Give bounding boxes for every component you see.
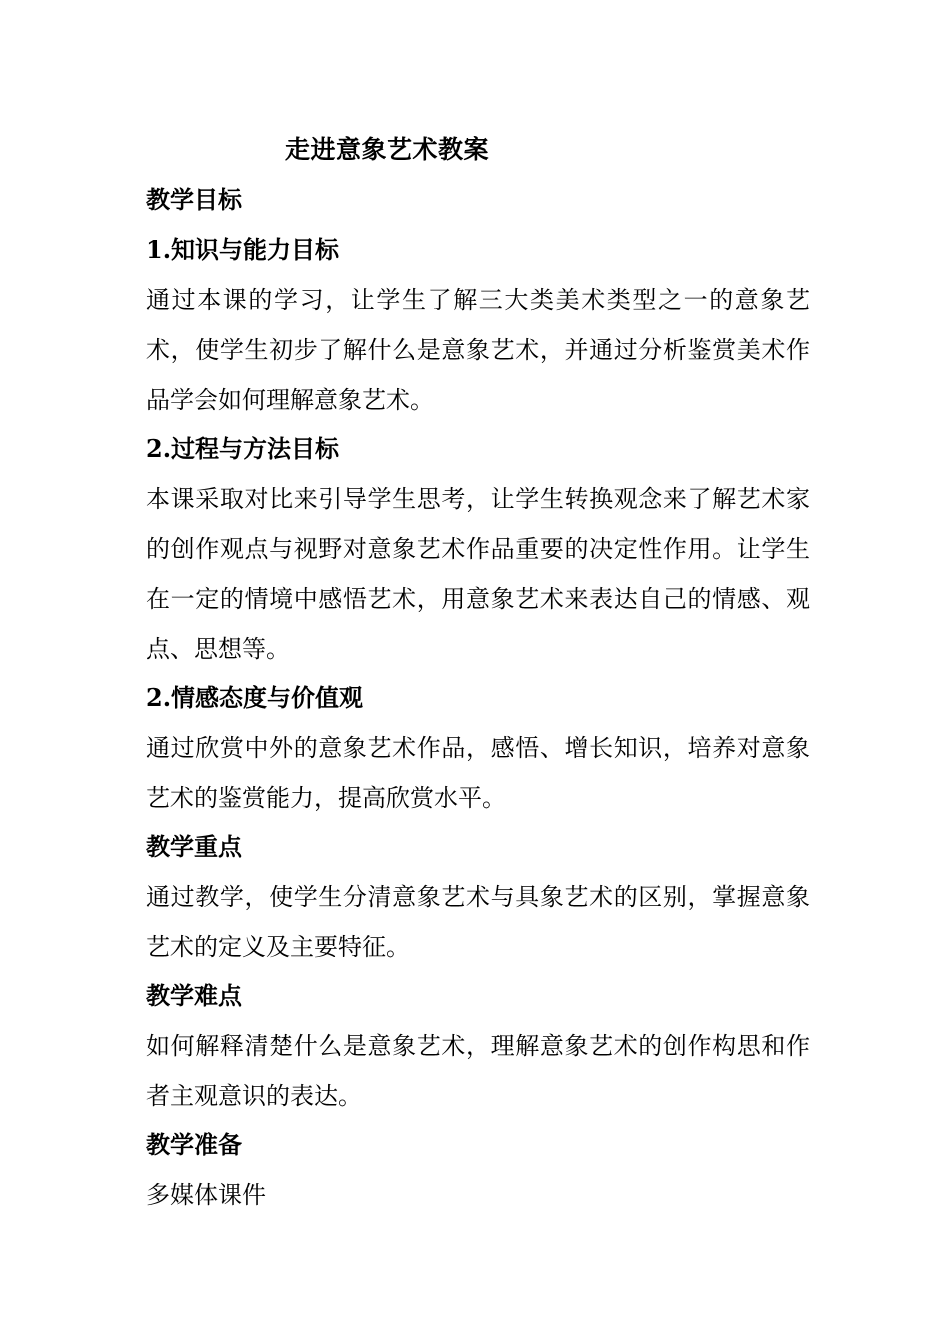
heading-teaching-goals: 教学目标	[146, 185, 242, 214]
heading-preparation: 教学准备	[146, 1130, 242, 1159]
heading-emotion-values: 2.情感态度与价值观	[146, 683, 364, 712]
paragraph-process-method: 本课采取对比来引导学生思考，让学生转换观念来了解艺术家的创作观点与视野对意象艺术作品重要的决定性作用。让学生在一定的情境中感悟艺术，用意象艺术来表达自己的情感、观点、思想等。	[146, 485, 810, 663]
heading-process-method: 2.过程与方法目标	[146, 434, 340, 463]
heading-key-points: 教学重点	[146, 832, 242, 861]
heading-difficulties: 教学难点	[146, 981, 242, 1010]
paragraph-knowledge-ability: 通过本课的学习，让学生了解三大类美术类型之一的意象艺术，使学生初步了解什么是意象艺术，并通过分析鉴赏美术作品学会如何理解意象艺术。	[146, 286, 810, 414]
heading-knowledge-ability: 1.知识与能力目标	[146, 235, 340, 264]
document-title: 走进意象艺术教案	[285, 135, 490, 164]
paragraph-key-points: 通过教学，使学生分清意象艺术与具象艺术的区别，掌握意象艺术的定义及主要特征。	[146, 883, 810, 961]
paragraph-preparation: 多媒体课件	[146, 1181, 266, 1209]
paragraph-difficulties: 如何解释清楚什么是意象艺术，理解意象艺术的创作构思和作者主观意识的表达。	[146, 1032, 810, 1110]
paragraph-emotion-values: 通过欣赏中外的意象艺术作品，感悟、增长知识，培养对意象艺术的鉴赏能力，提高欣赏水平。	[146, 734, 810, 812]
